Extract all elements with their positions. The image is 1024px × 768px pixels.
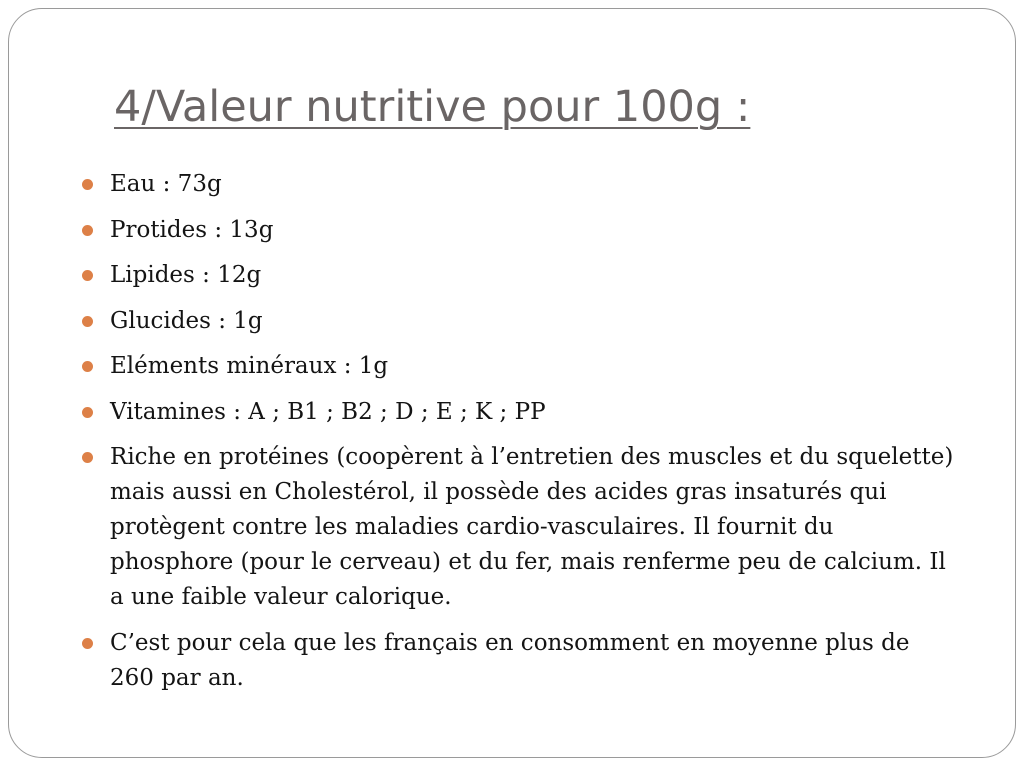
list-item: [110, 349, 960, 384]
bullet-list: [110, 167, 960, 706]
bullet-text: Lipides : 12g: [110, 262, 262, 288]
bullet-text: Eau : 73g: [110, 171, 222, 197]
bullet-dot-icon: [82, 316, 93, 327]
list-item: [110, 395, 960, 430]
bullet-text: Vitamines : A ; B1 ; B2 ; D ; E ; K ; PP: [110, 398, 546, 425]
bullet-dot-icon: [82, 452, 93, 463]
list-item: [110, 440, 960, 615]
bullet-text: Eléments minéraux : 1g: [110, 353, 389, 379]
list-item: [110, 258, 960, 293]
bullet-text: Glucides : 1g: [110, 307, 263, 334]
list-item: [110, 304, 960, 339]
slide-title: 4/Valeur nutritive pour 100g :: [114, 82, 751, 132]
list-item: [110, 213, 960, 248]
bullet-dot-icon: [82, 361, 93, 372]
list-item: [110, 626, 960, 696]
bullet-text: Riche en protéines (coopèrent à l’entretien des muscles et du squelette) mais aussi en Cholestérol, il possède des acides gras insaturés qui protègent contre les maladies cardio-vasculaires. Il fournit du phosphore (pour le cerveau) et du fer, mais renferme peu de calcium. Il a une faible valeur calorique.: [110, 444, 954, 610]
bullet-text: Protides : 13g: [110, 216, 274, 243]
bullet-dot-icon: [82, 638, 93, 649]
bullet-dot-icon: [82, 407, 93, 418]
bullet-text: C’est pour cela que les français en consomment en moyenne plus de 260 par an.: [110, 629, 910, 691]
bullet-dot-icon: [82, 179, 93, 190]
bullet-dot-icon: [82, 270, 93, 281]
bullet-dot-icon: [82, 225, 93, 236]
list-item: [110, 167, 960, 202]
